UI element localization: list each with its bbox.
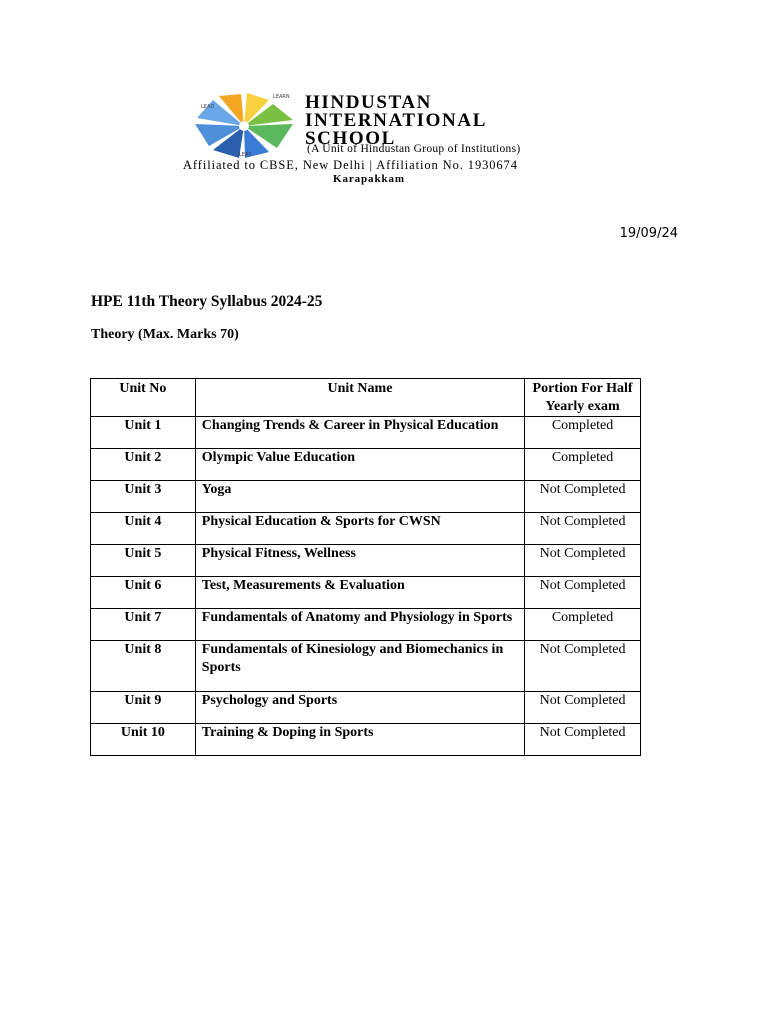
table-row [91,545,641,577]
status-cell: Completed [525,449,641,481]
header-unit-name: Unit Name [195,379,524,417]
unit-name-cell: Test, Measurements & Evaluation [195,577,524,609]
table-row [91,449,641,481]
logo-text-learn: LEARN [273,94,290,100]
table-header-row [91,379,641,417]
document-subtitle: Theory (Max. Marks 70) [91,327,239,342]
unit-name-cell: Yoga [195,481,524,513]
unit-name-cell: Physical Education & Sports for CWSN [195,513,524,545]
status-cell: Not Completed [525,545,641,577]
table-row [91,609,641,641]
status-cell: Not Completed [525,481,641,513]
table-row [91,481,641,513]
unit-no-cell: Unit 7 [91,609,196,641]
header-unit-no: Unit No [91,379,196,417]
unit-no-cell: Unit 10 [91,724,196,756]
unit-no-cell: Unit 3 [91,481,196,513]
unit-name-cell: Physical Fitness, Wellness [195,545,524,577]
unit-name-cell: Olympic Value Education [195,449,524,481]
unit-no-cell: Unit 9 [91,692,196,724]
unit-no-cell: Unit 2 [91,449,196,481]
school-place: Karapakkam [333,173,405,185]
status-cell: Not Completed [525,641,641,692]
status-cell: Completed [525,417,641,449]
unit-name-cell: Fundamentals of Anatomy and Physiology in Sports [195,609,524,641]
school-name-line1: HINDUSTAN [305,92,433,113]
school-name-line2: INTERNATIONAL [305,110,487,131]
status-cell: Not Completed [525,577,641,609]
school-name-line3: SCHOOL [305,128,396,149]
table-row [91,692,641,724]
school-unit-of: (A Unit of Hindustan Group of Institutions) [307,143,521,155]
unit-no-cell: Unit 4 [91,513,196,545]
unit-no-cell: Unit 6 [91,577,196,609]
syllabus-table [90,378,641,756]
table-row [91,577,641,609]
school-name [305,94,487,148]
header-portion: Portion For Half Yearly exam [525,379,641,417]
unit-name-cell: Training & Doping in Sports [195,724,524,756]
status-cell: Completed [525,609,641,641]
unit-no-cell: Unit 1 [91,417,196,449]
document-date: 19/09/24 [619,226,678,241]
table-row [91,641,641,692]
unit-no-cell: Unit 8 [91,641,196,692]
document-title: HPE 11th Theory Syllabus 2024-25 [91,293,323,310]
letterhead [183,88,588,188]
school-affiliation: Affiliated to CBSE, New Delhi | Affiliation No. 1930674 [183,158,518,172]
status-cell: Not Completed [525,513,641,545]
status-cell: Not Completed [525,692,641,724]
unit-name-cell: Changing Trends & Career in Physical Education [195,417,524,449]
table-row [91,724,641,756]
logo-text-lead: LEAD [201,104,215,110]
status-cell: Not Completed [525,724,641,756]
table-row [91,417,641,449]
table-row [91,513,641,545]
unit-name-cell: Fundamentals of Kinesiology and Biomechanics in Sports [195,641,524,692]
unit-name-cell: Psychology and Sports [195,692,524,724]
school-star-logo-icon [189,90,299,160]
unit-no-cell: Unit 5 [91,545,196,577]
logo-text-leap: LEAP [239,152,252,158]
